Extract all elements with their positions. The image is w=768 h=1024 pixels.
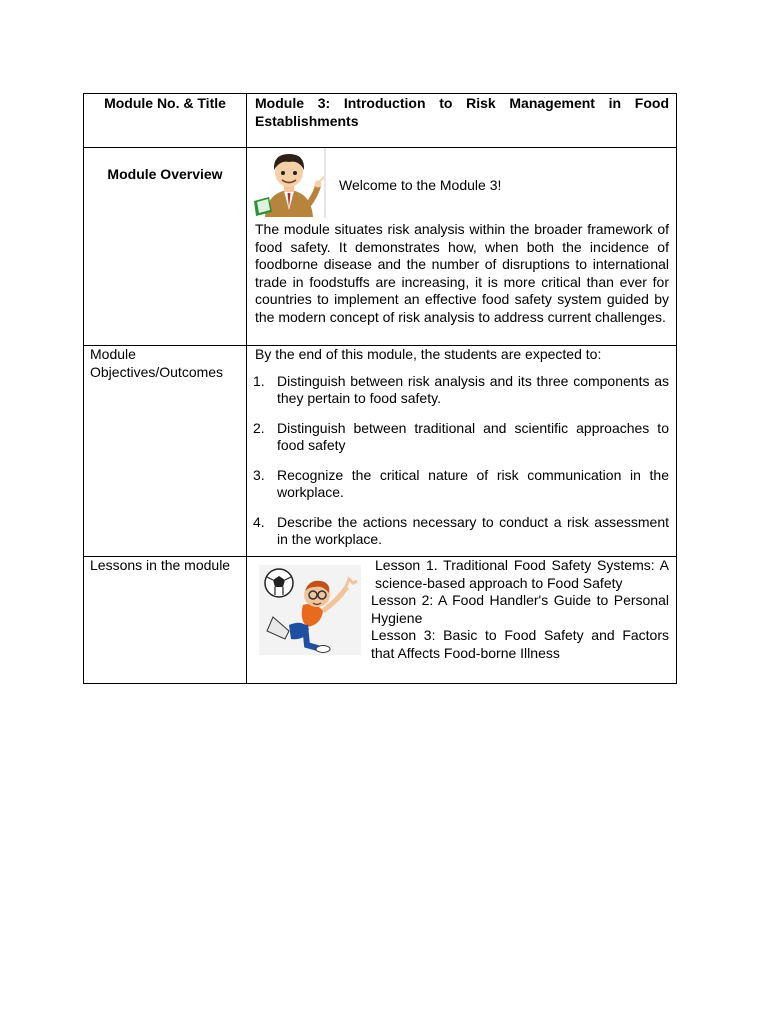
objective-item (247, 467, 669, 502)
objective-number: 1. (253, 372, 265, 389)
objectives-intro: By the end of this module, the students are expected to: (255, 346, 602, 362)
overview-label: Module Overview (107, 166, 223, 182)
row-module-title (84, 94, 677, 148)
objective-item (247, 373, 669, 408)
row-module-objectives (84, 346, 677, 557)
lessons-wrap (247, 557, 676, 662)
module-title-label: Module No. & Title (104, 95, 226, 111)
lessons-label: Lessons in the module (90, 557, 231, 573)
objective-item (247, 420, 669, 455)
objective-number: 4. (253, 513, 265, 530)
row-lessons (84, 557, 677, 684)
lessons-label-cell (84, 557, 247, 684)
overview-content-cell (247, 148, 677, 346)
row-module-overview (84, 148, 677, 346)
objective-number: 2. (253, 419, 265, 436)
objective-text: Recognize the critical nature of risk communication in the workplace. (277, 466, 669, 500)
objective-item (247, 514, 669, 549)
objectives-list (247, 373, 676, 549)
teacher-with-book-icon (251, 148, 327, 218)
lessons-content-cell (247, 557, 677, 684)
objectives-label-cell (84, 346, 247, 557)
welcome-row (247, 148, 676, 218)
boy-kicking-soccer-ball-icon (259, 565, 361, 655)
welcome-text: Welcome to the Module 3! (339, 177, 502, 194)
lesson-item: Lesson 1. Traditional Food Safety Systems: A science-based approach to Food Safety (375, 557, 669, 591)
objective-number: 3. (253, 466, 265, 483)
module-title-label-cell (84, 94, 247, 148)
objectives-content-cell (247, 346, 677, 557)
module-title-value-cell (247, 94, 677, 148)
module-title-value: Module 3: Introduction to Risk Management in Food Establishments (255, 95, 669, 129)
lesson-item: Lesson 2: A Food Handler's Guide to Personal Hygiene (371, 592, 669, 626)
overview-label-cell (84, 148, 247, 346)
objective-text: Describe the actions necessary to conduct a risk assessment in the workplace. (277, 513, 669, 547)
objective-text: Distinguish between risk analysis and its three components as they pertain to food safety. (277, 372, 669, 406)
lesson-item: Lesson 3: Basic to Food Safety and Factors that Affects Food-borne Illness (371, 627, 669, 661)
objectives-label: Module Objectives/Outcomes (90, 346, 224, 380)
lessons-list (371, 557, 669, 662)
module-table (83, 93, 677, 684)
overview-paragraph: The module situates risk analysis within the broader framework of food safety. It demonstrates how, when both the incidence of foodborne disease and the number of disruptions to international trade in foodstuffs are increasing, it is more critical than ever for countries to implement an effective food safety system guided by the modern concept of risk analysis to address current challenges. (255, 221, 669, 325)
objective-text: Distinguish between traditional and scientific approaches to food safety (277, 419, 669, 453)
